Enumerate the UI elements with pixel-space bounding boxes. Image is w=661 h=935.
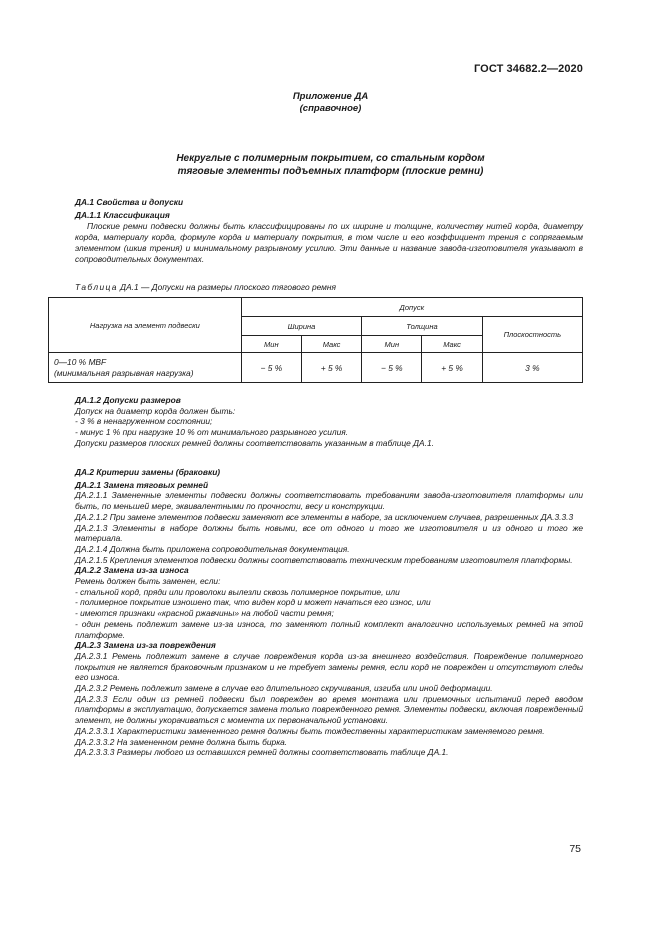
list-item-cord-exposed: - стальной корд, пряди или проволоки вылезли сквозь полимерное покрытие, или — [75, 586, 400, 597]
list-item-full-set: - один ремень подлежит замене из-за износа, то заменяют полный комплект аналогично используемых ремней на этой платформе. — [75, 618, 583, 640]
paragraph-da231: ДА.2.3.1 Ремень подлежит замене в случае повреждения корда из-за внешнего воздействия. Повреждение полимерного покрытия не является браковочным признаком и не требует замены ремня, если корд не поврежден и отсутствуют следы его износа. — [75, 650, 583, 683]
document-title-line-1: Некруглые с полимерным покрытием, со стальным кордом — [176, 153, 485, 164]
list-item-red-rust: - имеются признаки «красной ржавчины» на любой части ремня; — [75, 608, 334, 619]
section-da1 — [75, 197, 583, 264]
subsection-heading-da12: ДА.1.2 Допуски размеров — [75, 395, 181, 405]
paragraph-cord-tolerance: Допуск на диаметр корда должен быть: — [75, 405, 236, 416]
paragraph-da2333: ДА.2.3.3.3 Размеры любого из оставшихся ремней должны соответствовать таблице ДА.1. — [75, 747, 449, 758]
table-header-thickness-min: Мин — [362, 336, 422, 353]
document-title-line-2: тяговые элементы подъемных платформ (плоские ремни) — [177, 165, 484, 177]
table-caption-label: Таблица — [75, 282, 118, 292]
paragraph-da214: ДА.2.1.4 Должна быть приложена сопроводительная документация. — [75, 543, 350, 554]
section-heading-da1: ДА.1 Свойства и допуски — [75, 197, 184, 207]
table-cell-load-line-1: 0—10 % MBF — [54, 357, 107, 367]
subsection-heading-da11: ДА.1.1 Классификация — [75, 209, 170, 220]
annex-title: Приложение ДА — [292, 91, 369, 102]
section-da12 — [75, 395, 583, 449]
table-cell-thickness-max: + 5 % — [422, 353, 482, 383]
paragraph-da212: ДА.2.1.2 При замене элементов подвески заменяют все элементы в наборе, за исключением случаев, разрешенных ДА.3.3.3 — [75, 511, 574, 522]
table-cell-width-max: + 5 % — [301, 353, 361, 383]
paragraph-da215: ДА.2.1.5 Крепления элементов подвески должны соответствовать техническим требованиям изготовителя платформы. — [75, 554, 573, 565]
table-caption-text: ДА.1 — Допуски на размеры плоского тягового ремня — [117, 282, 336, 292]
list-item-unloaded: - 3 % в ненагруженном состоянии; — [75, 416, 213, 427]
section-da2 — [75, 467, 583, 758]
list-item-coating-worn: - полимерное покрытие изношено так, что виден корд и может начаться его износ, или — [75, 597, 431, 608]
table-cell-width-min: − 5 % — [241, 353, 301, 383]
section-heading-da2: ДА.2 Критерии замены (браковки) — [75, 467, 221, 477]
table-cell-thickness-min: − 5 % — [362, 353, 422, 383]
table-header-width-min: Мин — [241, 336, 301, 353]
standard-number: ГОСТ 34682.2—2020 — [473, 63, 583, 75]
table-header-thickness: Толщина — [362, 317, 482, 336]
document-title — [0, 153, 661, 178]
subsection-heading-da21: ДА.2.1 Замена тяговых ремней — [75, 479, 209, 490]
tolerance-table — [48, 297, 583, 383]
page-number: 75 — [569, 843, 581, 855]
table-cell-load — [49, 353, 242, 383]
annex-heading — [0, 91, 661, 115]
paragraph-flat-belt-tolerance: Допуски размеров плоских ремней должны соответствовать указанным в таблице ДА.1. — [75, 437, 434, 448]
table-cell-flatness: 3 % — [482, 353, 582, 383]
paragraph-da2332: ДА.2.3.3.2 На замененном ремне должна быть бирка. — [75, 736, 288, 747]
table-header-thickness-max: Макс — [422, 336, 482, 353]
table-caption — [75, 282, 336, 292]
table-header-width: Ширина — [241, 317, 361, 336]
paragraph-da211: ДА.2.1.1 Замененные элементы подвески должны соответствовать требованиям завода-изготовителя платформы или быть, по меньшей мере, эквивалентными по прочности, весу и конструкции. — [75, 490, 583, 512]
table-header-flatness: Плоскостность — [482, 317, 582, 353]
annex-subtitle: (справочное) — [299, 103, 362, 114]
subsection-heading-da22: ДА.2.2 Замена из-за износа — [75, 565, 189, 576]
paragraph-da213: ДА.2.1.3 Элементы в наборе должны быть новыми, все от одного и того же изготовителя и из одного и того же материала. — [75, 522, 583, 544]
paragraph-da2331: ДА.2.3.3.1 Характеристики замененного ремня должны быть тождественны характеристикам заменяемого ремня. — [75, 725, 545, 736]
paragraph-da232: ДА.2.3.2 Ремень подлежит замене в случае его длительного скручивания, изгиба или иной деформации. — [75, 683, 493, 694]
paragraph-da22-intro: Ремень должен быть заменен, если: — [75, 576, 221, 587]
subsection-heading-da23: ДА.2.3 Замена из-за повреждения — [75, 640, 216, 651]
table-cell-load-line-2: (минимальная разрывная нагрузка) — [54, 367, 194, 378]
paragraph-classification: Плоские ремни подвески должны быть классифицированы по их ширине и толщине, количеству нитей корда, диаметру корда, материалу корда, формуле корда и материалу покрытия, в том числе и его коэффициент трения с сопрягаемым элементом (шкив трения) и минимальному разрывному усилию. Эти данные и название завода-изготовителя указывают в сопроводительных документах. — [75, 221, 583, 264]
table-header-width-max: Макс — [301, 336, 361, 353]
paragraph-da233: ДА.2.3.3 Если один из ремней подвески был поврежден во время монтажа или приемочных испытаний перед вводом платформы в эксплуатацию, допускается замена только поврежденного ремня. Элементы подвески, включая поврежденный элемент, не должны укорачиваться с момента их первоначальной установки. — [75, 693, 583, 726]
table-header-tolerance: Допуск — [241, 298, 582, 317]
table-header-load: Нагрузка на элемент подвески — [49, 298, 242, 353]
list-item-loaded: - минус 1 % при нагрузке 10 % от минимального разрывного усилия. — [75, 427, 349, 438]
